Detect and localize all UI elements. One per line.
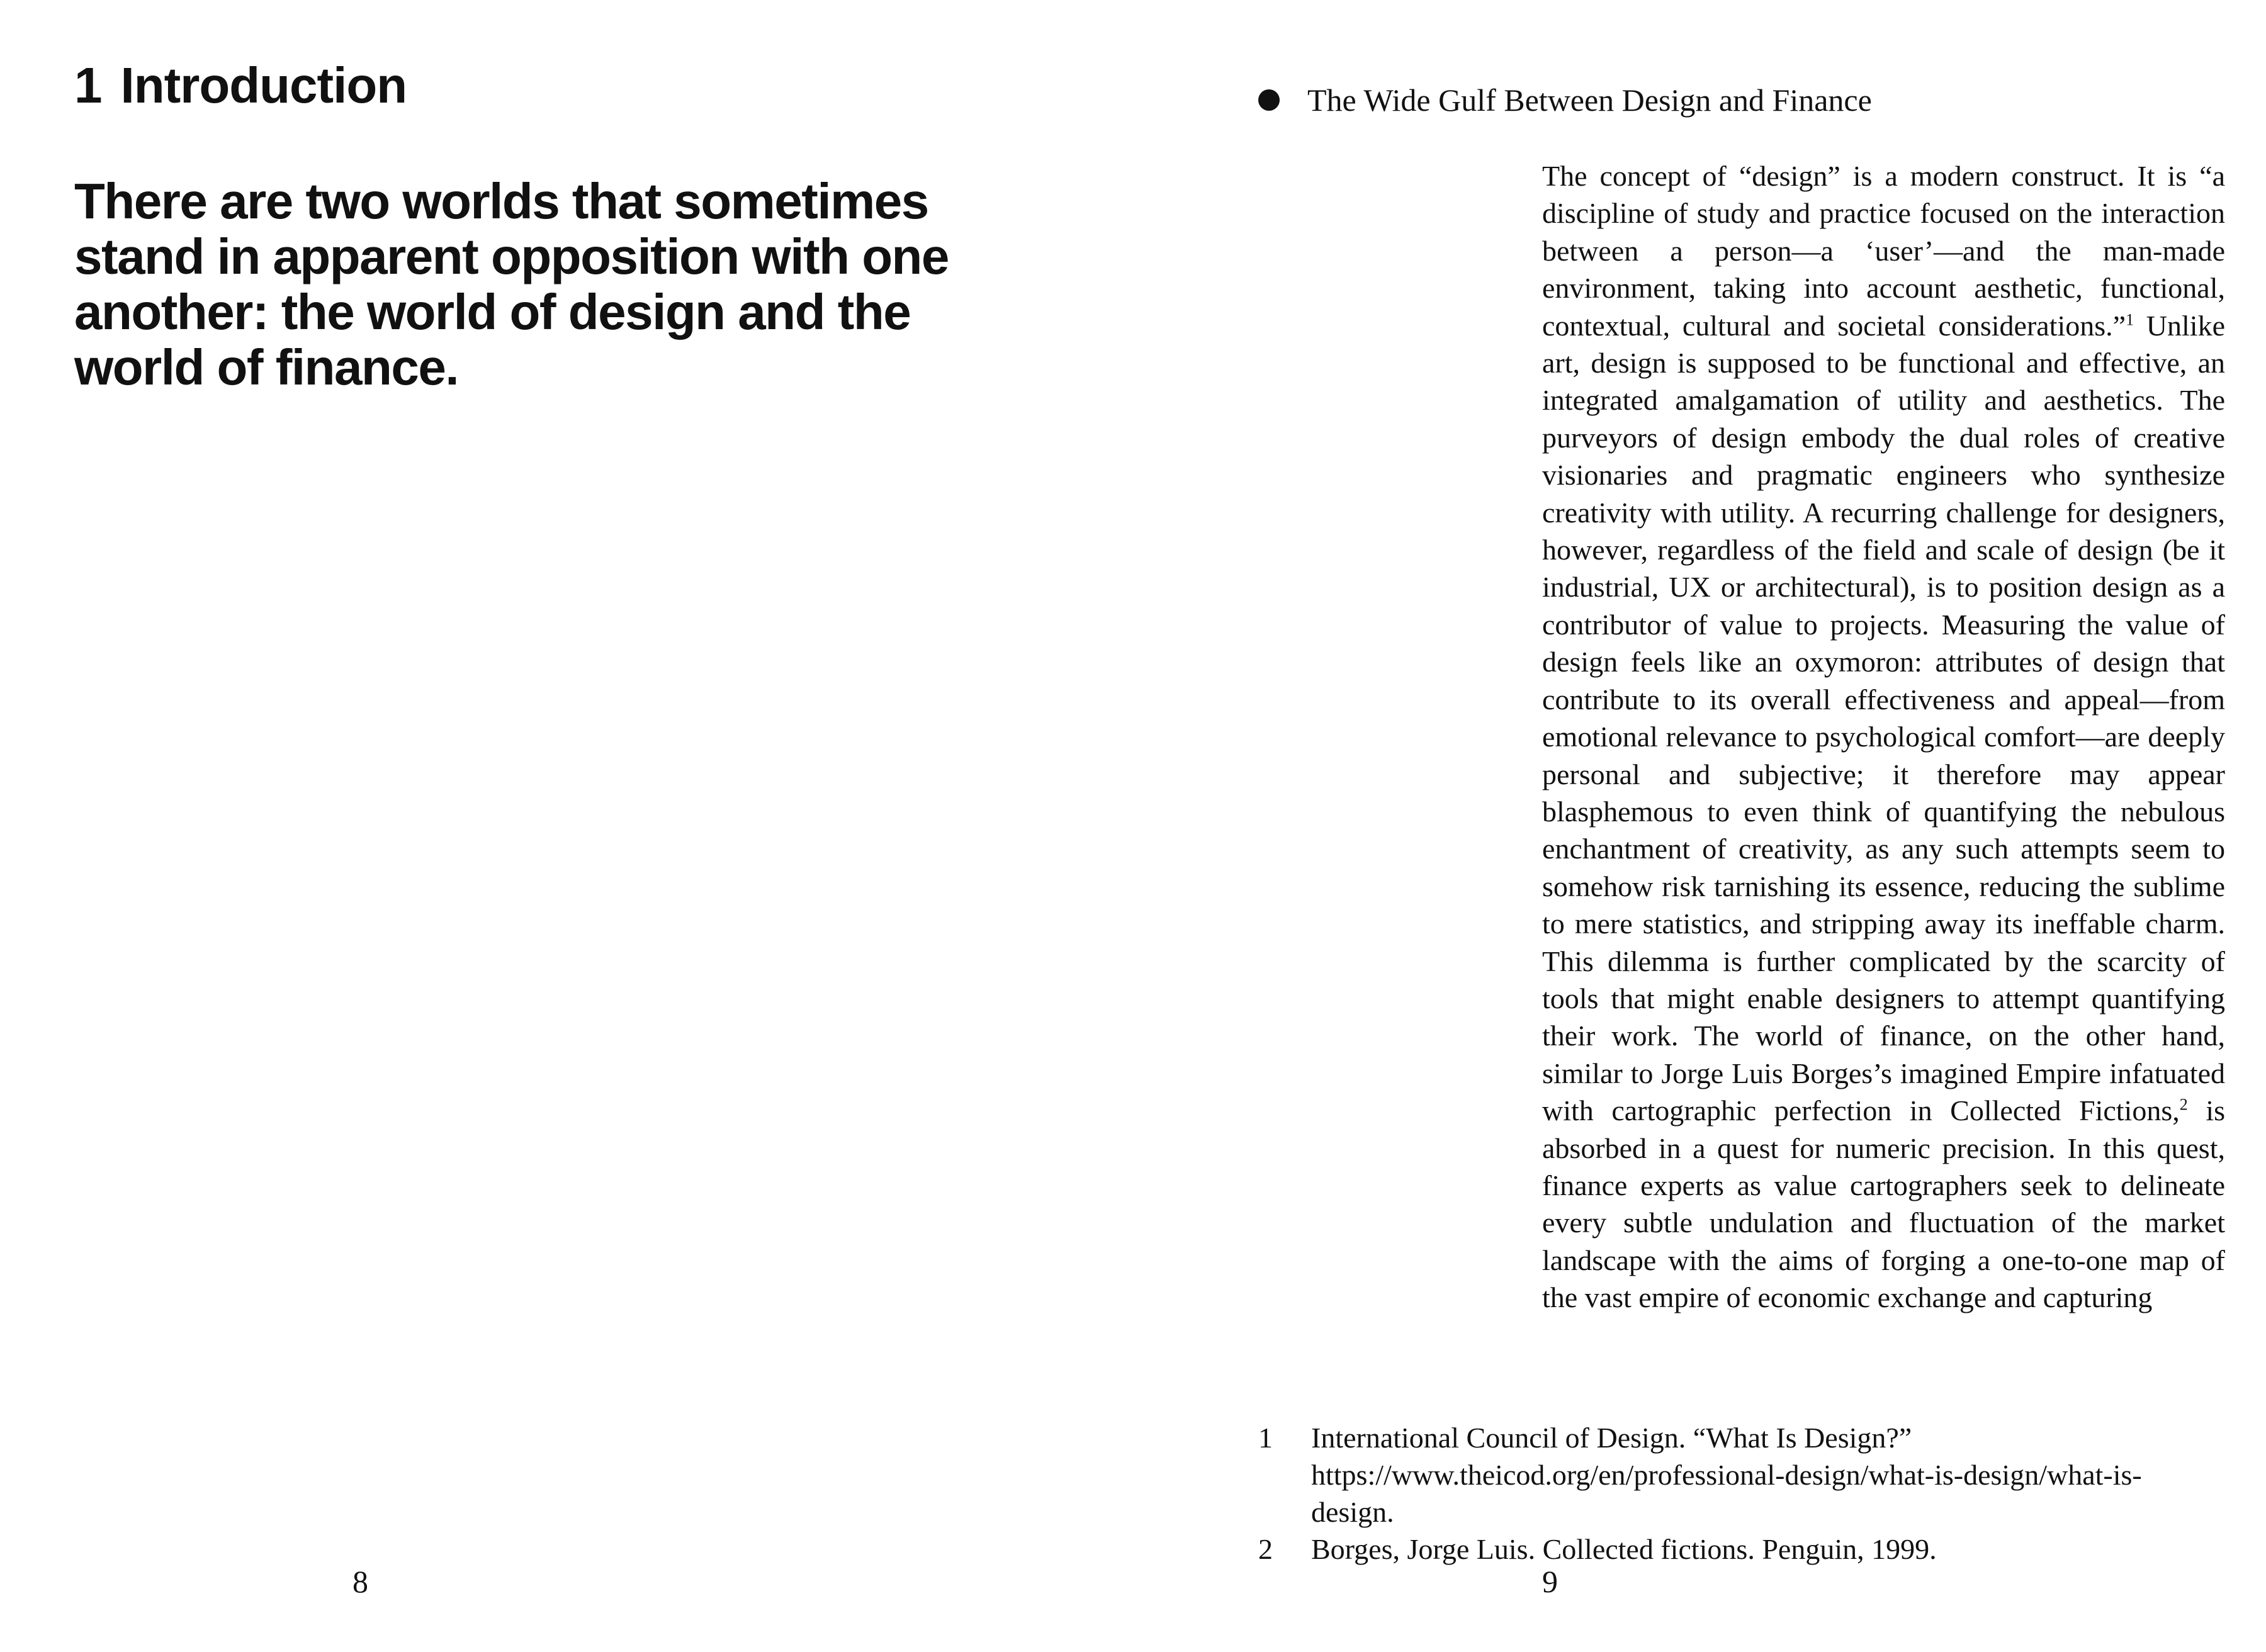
- section-marker: [1258, 84, 1872, 116]
- footnote-item: [1258, 1531, 2202, 1568]
- footnote-text: International Council of Design. “What Is Design?” https://www.theicod.org/en/professional-design/what-is-design/what-is-design.: [1311, 1422, 2142, 1528]
- body-text-part-3: is absorbed in a quest for numeric precision. In this quest, finance experts as value cartographers seek to delineate every subtle undulation and fluctuation of the market landscape with the aims of forging a one-to-one map of the vast empire of economic exchange and capturing: [1542, 1094, 2225, 1314]
- footnote-text: Borges, Jorge Luis. Collected fictions. Penguin, 1999.: [1311, 1533, 1937, 1565]
- body-text-part-2: Unlike art, design is supposed to be functional and effective, an integrated amalgamation of utility and aesthetics. The purveyors of design embody the dual roles of creative visionaries and pragmatic engineers who synthesize creativity with utility. A recurring challenge for designers, however, regardless of the field and scale of design (be it industrial, UX or architectural), is to position design as a contributor of value to projects. Measuring the value of design feels like an oxymoron: attributes of design that contribute to its overall effectiveness and appeal—from emotional relevance to psychological comfort—are deeply personal and subjective; it therefore may appear blasphemous to even think of quantifying the nebulous enchantment of creativity, as any such attempts seem to somehow risk tarnishing its essence, reducing the sublime to mere statistics, and stripping away its ineffable charm. This dilemma is further complicated by the scarcity of tools that might enable designers to attempt quantifying their work. The world of finance, on the other hand, similar to Jorge Luis Borges’s imagined Empire infatuated with cartographic perfection in Collected Fictions,: [1542, 309, 2225, 1127]
- body-text-part-1: The concept of “design” is a modern construct. It is “a discipline of study and practice focused on the interaction between a person—a ‘user’—and the man-made environment, taking into account aesthetic, functional, contextual, cultural and societal considerations.”: [1542, 160, 2225, 342]
- chapter-number: 1: [74, 57, 102, 113]
- right-page: [1133, 0, 2266, 1652]
- footnote-ref-2[interactable]: 2: [2179, 1095, 2188, 1114]
- page-number-left: 8: [352, 1564, 368, 1599]
- footnotes: [1258, 1419, 2202, 1568]
- chapter-heading: [74, 58, 407, 113]
- lead-paragraph: There are two worlds that sometimes stand in apparent opposition with one another: the world of design and the world of finance.: [74, 173, 949, 395]
- footnote-item: [1258, 1419, 2202, 1531]
- footnote-ref-1[interactable]: 1: [2126, 310, 2134, 329]
- bullet-dot-icon: [1258, 89, 1280, 111]
- footnote-number: 2: [1258, 1533, 1273, 1565]
- page-number-right: 9: [1542, 1564, 1558, 1599]
- footnote-number: 1: [1258, 1422, 1273, 1454]
- section-title: The Wide Gulf Between Design and Finance: [1307, 82, 1872, 118]
- body-text: [1542, 157, 2225, 1391]
- chapter-title: Introduction: [120, 57, 407, 113]
